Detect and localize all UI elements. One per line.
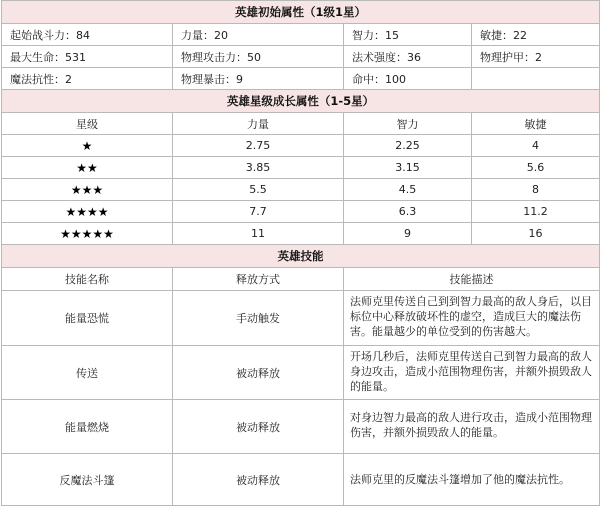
- growth-row: [2, 179, 600, 201]
- base-cell: 敏捷：22: [472, 24, 600, 46]
- growth-int: 6.3: [344, 201, 472, 223]
- base-cell: 魔法抗性：2: [2, 68, 173, 90]
- base-cell: 物理暴击：9: [173, 68, 344, 90]
- skill-row: [2, 400, 600, 454]
- skill-name: 反魔法斗篷: [2, 454, 173, 506]
- hero-stats-table: [1, 0, 600, 506]
- growth-agi: 11.2: [472, 201, 600, 223]
- skill-name: 传送: [2, 346, 173, 400]
- growth-str: 7.7: [173, 201, 344, 223]
- base-cell: 命中：100: [344, 68, 472, 90]
- star-rating-icon: ★★: [2, 157, 173, 179]
- skill-name: 能量恐慌: [2, 291, 173, 346]
- base-attributes-title: 英雄初始属性（1级1星）: [2, 1, 600, 24]
- growth-int: 3.15: [344, 157, 472, 179]
- base-cell: 力量：20: [173, 24, 344, 46]
- star-rating-icon: ★★★★: [2, 201, 173, 223]
- base-cell: 物理护甲：2: [472, 46, 600, 68]
- skill-name: 能量燃烧: [2, 400, 173, 454]
- growth-str: 5.5: [173, 179, 344, 201]
- base-row: [2, 24, 600, 46]
- skills-header: [2, 245, 600, 268]
- star-rating-icon: ★★★★★: [2, 223, 173, 245]
- growth-col-str: 力量: [173, 113, 344, 135]
- growth-int: 4.5: [344, 179, 472, 201]
- growth-agi: 16: [472, 223, 600, 245]
- skill-col-desc: 技能描述: [344, 268, 600, 291]
- growth-col-agi: 敏捷: [472, 113, 600, 135]
- growth-agi: 8: [472, 179, 600, 201]
- skills-title: 英雄技能: [2, 245, 600, 268]
- skill-mode: 手动触发: [173, 291, 344, 346]
- base-cell: 物理攻击力：50: [173, 46, 344, 68]
- growth-column-headers: [2, 113, 600, 135]
- growth-int: 2.25: [344, 135, 472, 157]
- skill-mode: 被动释放: [173, 454, 344, 506]
- growth-str: 11: [173, 223, 344, 245]
- growth-row: [2, 223, 600, 245]
- growth-col-int: 智力: [344, 113, 472, 135]
- growth-row: [2, 157, 600, 179]
- skill-description: 法师克里传送自己到到智力最高的敌人身后，以目标位中心释放破坏性的虚空，造成巨大的魔法伤害。能量越少的单位受到的伤害越大。: [344, 291, 600, 346]
- growth-header: [2, 90, 600, 113]
- base-row: [2, 68, 600, 90]
- base-cell-empty: [472, 68, 600, 90]
- skill-description: 法师克里的反魔法斗篷增加了他的魔法抗性。: [344, 454, 600, 506]
- skill-col-name: 技能名称: [2, 268, 173, 291]
- skill-description: 对身边智力最高的敌人进行攻击，造成小范围物理伤害，并额外损毁敌人的能量。: [344, 400, 600, 454]
- growth-int: 9: [344, 223, 472, 245]
- growth-agi: 5.6: [472, 157, 600, 179]
- skills-column-headers: [2, 268, 600, 291]
- base-cell: 最大生命：531: [2, 46, 173, 68]
- growth-str: 2.75: [173, 135, 344, 157]
- base-cell: 法术强度：36: [344, 46, 472, 68]
- growth-col-star: 星级: [2, 113, 173, 135]
- skill-row: [2, 346, 600, 400]
- growth-agi: 4: [472, 135, 600, 157]
- skill-mode: 被动释放: [173, 346, 344, 400]
- skill-row: [2, 454, 600, 506]
- base-row: [2, 46, 600, 68]
- skill-row: [2, 291, 600, 346]
- skill-col-mode: 释放方式: [173, 268, 344, 291]
- skill-mode: 被动释放: [173, 400, 344, 454]
- skill-description: 开场几秒后，法师克里传送自己到智力最高的敌人身边攻击，造成小范围物理伤害，并额外损毁敌人的能量。: [344, 346, 600, 400]
- growth-row: [2, 135, 600, 157]
- growth-title: 英雄星级成长属性（1-5星）: [2, 90, 600, 113]
- growth-row: [2, 201, 600, 223]
- base-cell: 起始战斗力：84: [2, 24, 173, 46]
- base-cell: 智力：15: [344, 24, 472, 46]
- growth-str: 3.85: [173, 157, 344, 179]
- star-rating-icon: ★: [2, 135, 173, 157]
- star-rating-icon: ★★★: [2, 179, 173, 201]
- base-attributes-header: [2, 1, 600, 24]
